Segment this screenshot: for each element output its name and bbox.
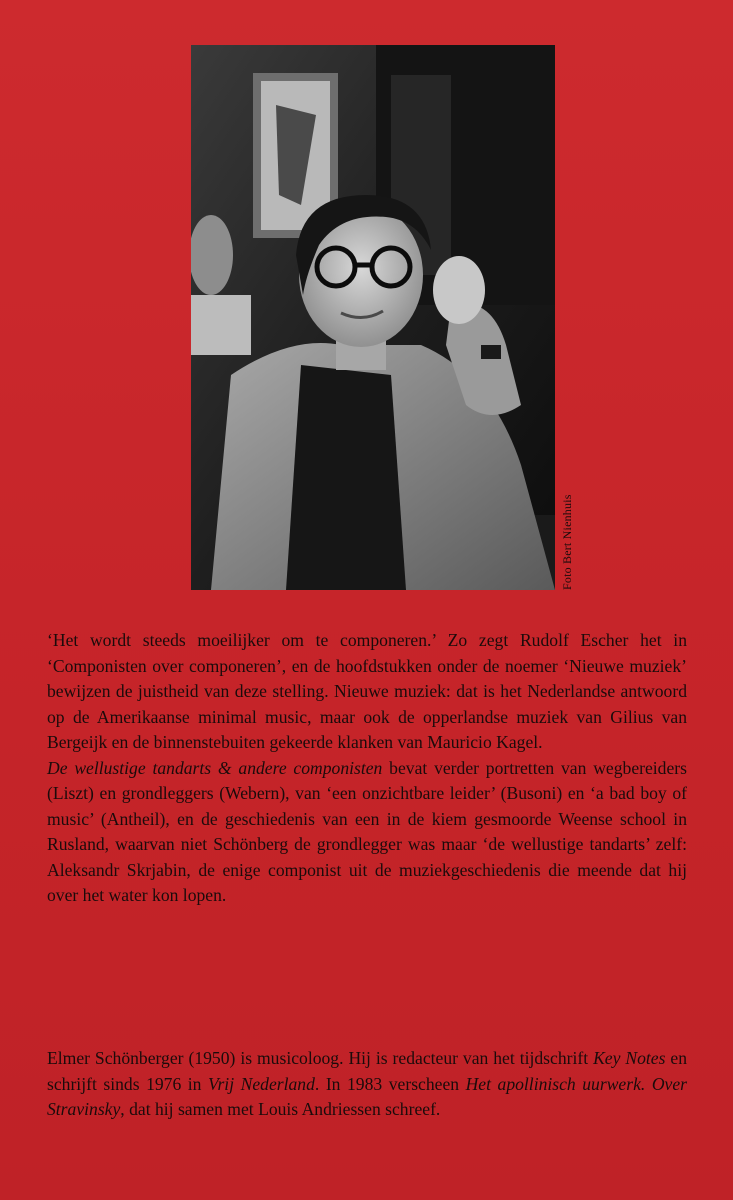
bio-part-3: . In 1983 verscheen [314,1073,466,1094]
earlier-book-title: Het apollinisch uurwerk. Over Stravinsky [47,1073,687,1119]
author-photo [191,45,555,590]
blurb-paragraph-1 [47,628,687,909]
blurb-contents-rest: bevat verder portretten van wegbereiders (Liszt) en grondleggers (Webern), van ‘een onzichtbare leider’ (Busoni) en ‘a bad boy of music’ (Antheil), en de geschiedenis van een in de kiem gesmoorde Weense school in Rusland, waarvan niet Schönberg de grondlegger was maar ‘de wellustige tandarts’ zelf: Aleksandr Skrjabin, de enige componist uit de muziekgeschiedenis die meende dat hij over het water kon lopen. [47,757,687,905]
bio-part-2: en schrijft sinds 1976 in [47,1048,687,1094]
blurb-contents-text [47,756,687,909]
blurb-intro-text: ‘Het wordt steeds moeilijker om te componeren.’ Zo zegt Rudolf Escher het in ‘Componisten over componeren’, en de hoofdstukken onder de noemer ‘Nieuwe muziek’ bewijzen de juistheid van deze stelling. Nieuwe muziek: dat is het Nederlandse antwoord op de Amerikaanse minimal music, maar ook de opperlandse muziek van Gilius van Bergeijk en de binnenstebuiten gekeerde klanken van Mauricio Kagel. [47,630,687,752]
bio-part-1: Elmer Schönberger (1950) is musicoloog. Hij is redacteur van het tijdschrift [47,1048,594,1068]
bio-part-4: , dat hij samen met Louis Andriessen schreef. [120,1099,441,1119]
author-bio [47,1046,687,1123]
book-title: De wellustige tandarts & andere componisten [47,757,383,778]
author-bio-text [47,1046,687,1123]
magazine-title-vrij-nederland: Vrij Nederland [208,1073,315,1094]
photo-credit: Foto Bert Nienhuis [560,494,574,590]
author-portrait-image [191,45,555,590]
magazine-title-key-notes: Key Notes [593,1048,666,1068]
